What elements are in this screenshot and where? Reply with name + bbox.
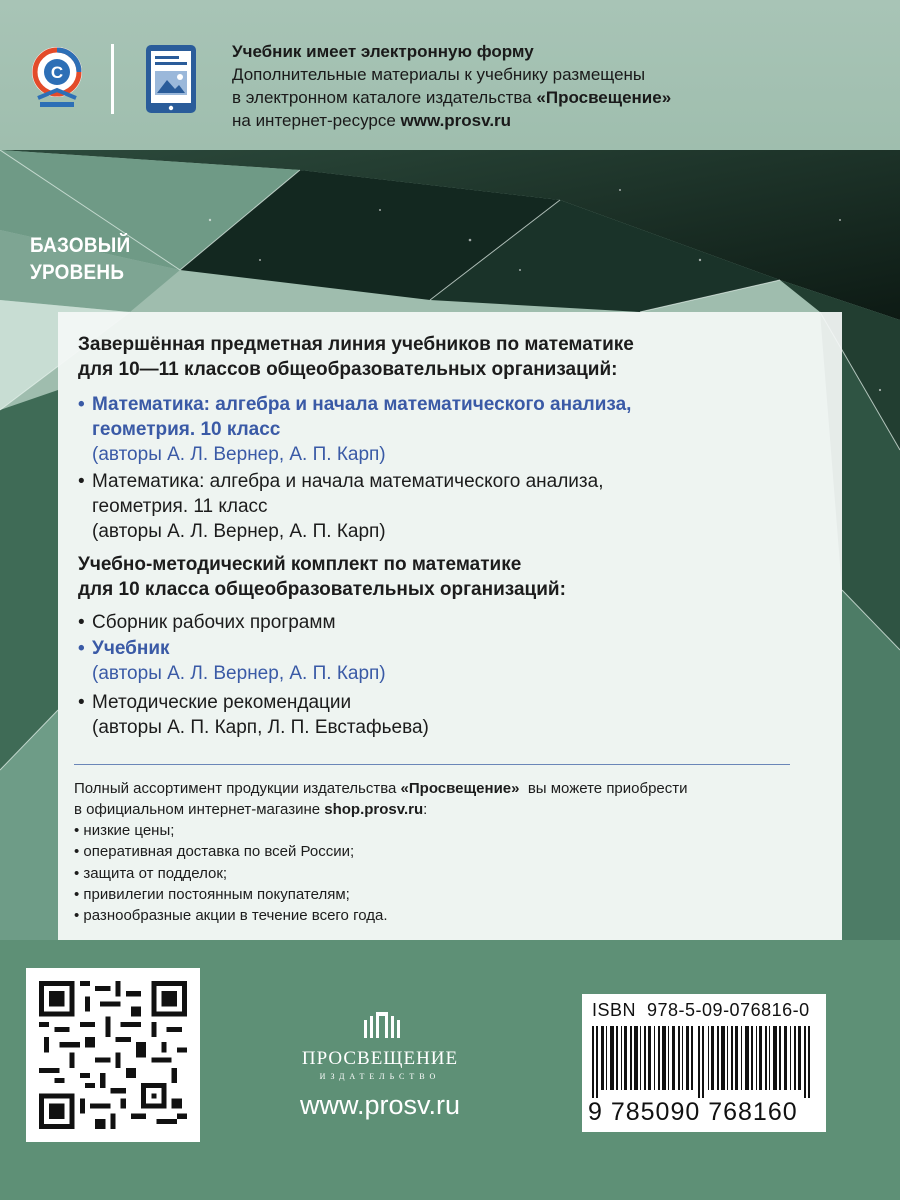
kit-item-title: Методические рекомендации <box>92 692 352 713</box>
kit-item-title: Сборник рабочих программ <box>92 612 336 633</box>
list-item: • оперативная доставка по всей России; <box>74 843 355 861</box>
bullet-icon: • <box>78 612 85 633</box>
svg-text:C: C <box>50 63 64 82</box>
bullet-icon: • <box>78 692 85 713</box>
book-title: геометрия. 11 класс <box>92 496 268 517</box>
kit-item-authors: (авторы А. Л. Вернер, А. П. Карп) <box>92 663 386 684</box>
book-authors: (авторы А. Л. Вернер, А. П. Карп) <box>92 521 386 542</box>
publisher-logo-icon <box>362 1010 402 1042</box>
kit-item-guidelines <box>78 690 828 740</box>
book-title: Математика: алгебра и начала математического анализа, <box>92 471 604 492</box>
publisher-subtitle: ИЗДАТЕЛЬСТВО <box>319 1072 441 1081</box>
kit-item-authors: (авторы А. П. Карп, Л. П. Евстафьева) <box>92 717 429 738</box>
benefits-list <box>74 820 674 926</box>
kit-item-textbook <box>78 636 828 686</box>
list-item: • разнообразные акции в течение всего года. <box>74 907 388 925</box>
level-line: УРОВЕНЬ <box>30 261 125 284</box>
publisher-name: ПРОСВЕЩЕНИЕ <box>301 1048 459 1069</box>
book-title: Математика: алгебра и начала математического анализа, <box>92 394 632 415</box>
bullet-icon: • <box>78 471 85 492</box>
notice-line <box>232 109 882 132</box>
isbn-number: ISBN 978-5-09-076816-0 <box>592 1000 810 1020</box>
shop-text: в официальном интернет-магазине <box>74 801 325 818</box>
series-item-grade-11 <box>78 469 828 544</box>
notice-line: Дополнительные материалы к учебнику размещены <box>232 65 646 84</box>
bullet-icon: • <box>78 394 85 415</box>
kit-heading <box>78 552 818 602</box>
book-authors: (авторы А. Л. Вернер, А. П. Карп) <box>92 444 386 465</box>
kit-item-title: Учебник <box>92 638 170 659</box>
series-heading <box>78 332 818 382</box>
notice-text: в электронном каталоге издательства <box>232 88 537 107</box>
notice-title: Учебник имеет электронную форму <box>232 42 534 61</box>
isbn-block <box>582 994 826 1132</box>
shop-notice <box>74 778 814 820</box>
book-title: геометрия. 10 класс <box>92 419 281 440</box>
shop-link[interactable]: shop.prosv.ru <box>324 801 424 818</box>
ean-digits: 9 785090 768160 <box>588 1098 798 1126</box>
heading-line: Учебно-методический комплект по математике <box>78 554 522 575</box>
electronic-form-notice <box>232 40 882 132</box>
publisher-block <box>270 1010 490 1150</box>
shop-text: : <box>423 801 428 818</box>
notice-line <box>232 86 882 109</box>
publisher-name-inline: «Просвещение» <box>536 88 672 107</box>
publisher-url[interactable]: www.prosv.ru <box>299 1090 461 1120</box>
qr-code-icon <box>39 981 187 1129</box>
level-badge <box>30 232 130 286</box>
shop-line <box>74 799 814 820</box>
website-link[interactable]: www.prosv.ru <box>400 111 512 130</box>
level-line: БАЗОВЫЙ <box>30 234 131 257</box>
heading-line: для 10 класса общеобразовательных организаций: <box>78 579 566 600</box>
kit-item-programs <box>78 610 828 635</box>
heading-line: Завершённая предметная линия учебников по математике <box>78 334 634 355</box>
bullet-icon: • <box>78 638 85 659</box>
shop-text: вы можете приобрести <box>519 780 688 797</box>
section-divider <box>74 764 790 765</box>
list-item: • низкие цены; <box>74 822 175 839</box>
list-item: • защита от подделок; <box>74 864 228 882</box>
heading-line: для 10—11 классов общеобразовательных организаций: <box>78 359 618 380</box>
header-divider <box>111 44 114 114</box>
list-item: • привилегии постоянным покупателям; <box>74 885 350 903</box>
tablet-image-icon <box>145 44 197 114</box>
shop-line <box>74 778 814 799</box>
notice-text: на интернет-ресурсе <box>232 111 401 130</box>
shop-text: Полный ассортимент продукции издательства <box>74 780 401 797</box>
qr-code[interactable] <box>26 968 200 1142</box>
barcode-icon <box>590 1026 818 1098</box>
e-textbook-logo-icon <box>24 42 90 114</box>
publisher-name-inline: «Просвещение» <box>400 780 520 797</box>
series-item-grade-10 <box>78 392 828 467</box>
